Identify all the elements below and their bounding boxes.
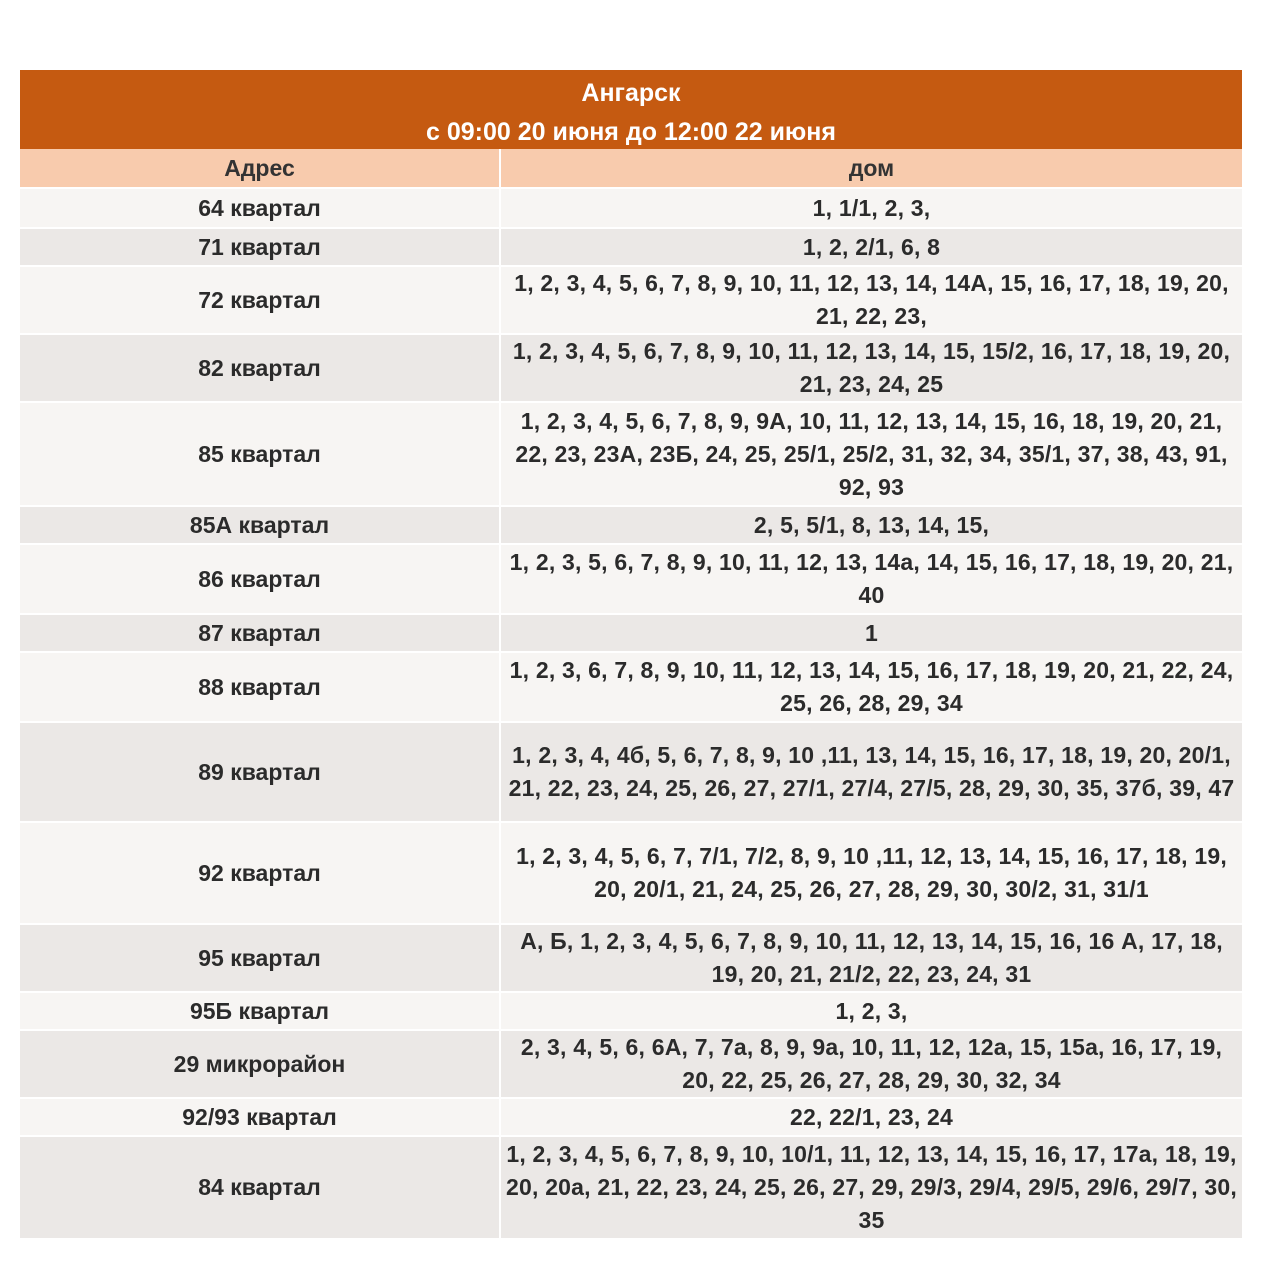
table-row (20, 722, 1242, 822)
table-row (20, 544, 1242, 614)
address-cell: 64 квартал (20, 188, 500, 228)
address-cell: 82 квартал (20, 334, 500, 402)
address-cell: 92 квартал (20, 822, 500, 924)
houses-cell: 1, 2, 3, 4, 5, 6, 7, 8, 9, 9А, 10, 11, 12, 13, 14, 15, 16, 18, 19, 20, 21, 22, 23, 23А, 23Б, 24, 25, 25/1, 25/2, 31, 32, 34, 35/1, 37, 38, 43, 91, 92, 93 (500, 402, 1242, 506)
table-row (20, 822, 1242, 924)
houses-cell: 1, 1/1, 2, 3, (500, 188, 1242, 228)
table-row (20, 334, 1242, 402)
address-cell: 95 квартал (20, 924, 500, 992)
outage-schedule-sheet (20, 70, 1242, 1238)
column-header-house: дом (500, 149, 1242, 188)
houses-cell: 2, 5, 5/1, 8, 13, 14, 15, (500, 506, 1242, 544)
houses-cell: 1, 2, 3, 4, 5, 6, 7, 8, 9, 10, 10/1, 11, 12, 13, 14, 15, 16, 17, 17а, 18, 19, 20, 20а, 21, 22, 23, 24, 25, 26, 27, 29, 29/3, 29/4, 29/5, 29/6, 29/7, 30, 35 (500, 1136, 1242, 1238)
address-cell: 92/93 квартал (20, 1098, 500, 1136)
houses-cell: 1, 2, 3, 5, 6, 7, 8, 9, 10, 11, 12, 13, 14а, 14, 15, 16, 17, 18, 19, 20, 21, 40 (500, 544, 1242, 614)
table-row (20, 992, 1242, 1030)
houses-cell: 1, 2, 3, 4, 4б, 5, 6, 7, 8, 9, 10 ,11, 13, 14, 15, 16, 17, 18, 19, 20, 20/1, 21, 22, 23, 24, 25, 26, 27, 27/1, 27/4, 27/5, 28, 29, 30, 35, 37б, 39, 47 (500, 722, 1242, 822)
address-cell: 86 квартал (20, 544, 500, 614)
houses-cell: 1, 2, 2/1, 6, 8 (500, 228, 1242, 266)
table-row (20, 1136, 1242, 1238)
column-header-address: Адрес (20, 149, 500, 188)
houses-cell: 1, 2, 3, 6, 7, 8, 9, 10, 11, 12, 13, 14, 15, 16, 17, 18, 19, 20, 21, 22, 24, 25, 26, 28, 29, 34 (500, 652, 1242, 722)
houses-cell: 22, 22/1, 23, 24 (500, 1098, 1242, 1136)
table-row (20, 228, 1242, 266)
table-row (20, 1098, 1242, 1136)
houses-cell: А, Б, 1, 2, 3, 4, 5, 6, 7, 8, 9, 10, 11, 12, 13, 14, 15, 16, 16 А, 17, 18, 19, 20, 21, 21/2, 22, 23, 24, 31 (500, 924, 1242, 992)
address-cell: 29 микрорайон (20, 1030, 500, 1098)
address-table (20, 149, 1242, 1238)
table-row (20, 614, 1242, 652)
period-title: с 09:00 20 июня до 12:00 22 июня (426, 118, 836, 146)
title-band (20, 70, 1242, 149)
houses-cell: 1, 2, 3, 4, 5, 6, 7, 7/1, 7/2, 8, 9, 10 ,11, 12, 13, 14, 15, 16, 17, 18, 19, 20, 20/1, 21, 24, 25, 26, 27, 28, 29, 30, 30/2, 31, 31/1 (500, 822, 1242, 924)
column-header-row (20, 149, 1242, 188)
houses-cell: 2, 3, 4, 5, 6, 6А, 7, 7а, 8, 9, 9а, 10, 11, 12, 12а, 15, 15а, 16, 17, 19, 20, 22, 25, 26, 27, 28, 29, 30, 32, 34 (500, 1030, 1242, 1098)
address-cell: 84 квартал (20, 1136, 500, 1238)
address-cell: 87 квартал (20, 614, 500, 652)
houses-cell: 1, 2, 3, 4, 5, 6, 7, 8, 9, 10, 11, 12, 13, 14, 15, 15/2, 16, 17, 18, 19, 20, 21, 23, 24, 25 (500, 334, 1242, 402)
table-row (20, 652, 1242, 722)
address-cell: 85А квартал (20, 506, 500, 544)
table-row (20, 188, 1242, 228)
table-row (20, 1030, 1242, 1098)
address-cell: 88 квартал (20, 652, 500, 722)
table-row (20, 506, 1242, 544)
city-title: Ангарск (581, 79, 681, 107)
houses-cell: 1, 2, 3, 4, 5, 6, 7, 8, 9, 10, 11, 12, 13, 14, 14А, 15, 16, 17, 18, 19, 20, 21, 22, 23, (500, 266, 1242, 334)
table-row (20, 266, 1242, 334)
address-cell: 72 квартал (20, 266, 500, 334)
houses-cell: 1, 2, 3, (500, 992, 1242, 1030)
address-cell: 89 квартал (20, 722, 500, 822)
address-cell: 71 квартал (20, 228, 500, 266)
table-row (20, 402, 1242, 506)
address-cell: 85 квартал (20, 402, 500, 506)
table-row (20, 924, 1242, 992)
address-cell: 95Б квартал (20, 992, 500, 1030)
houses-cell: 1 (500, 614, 1242, 652)
